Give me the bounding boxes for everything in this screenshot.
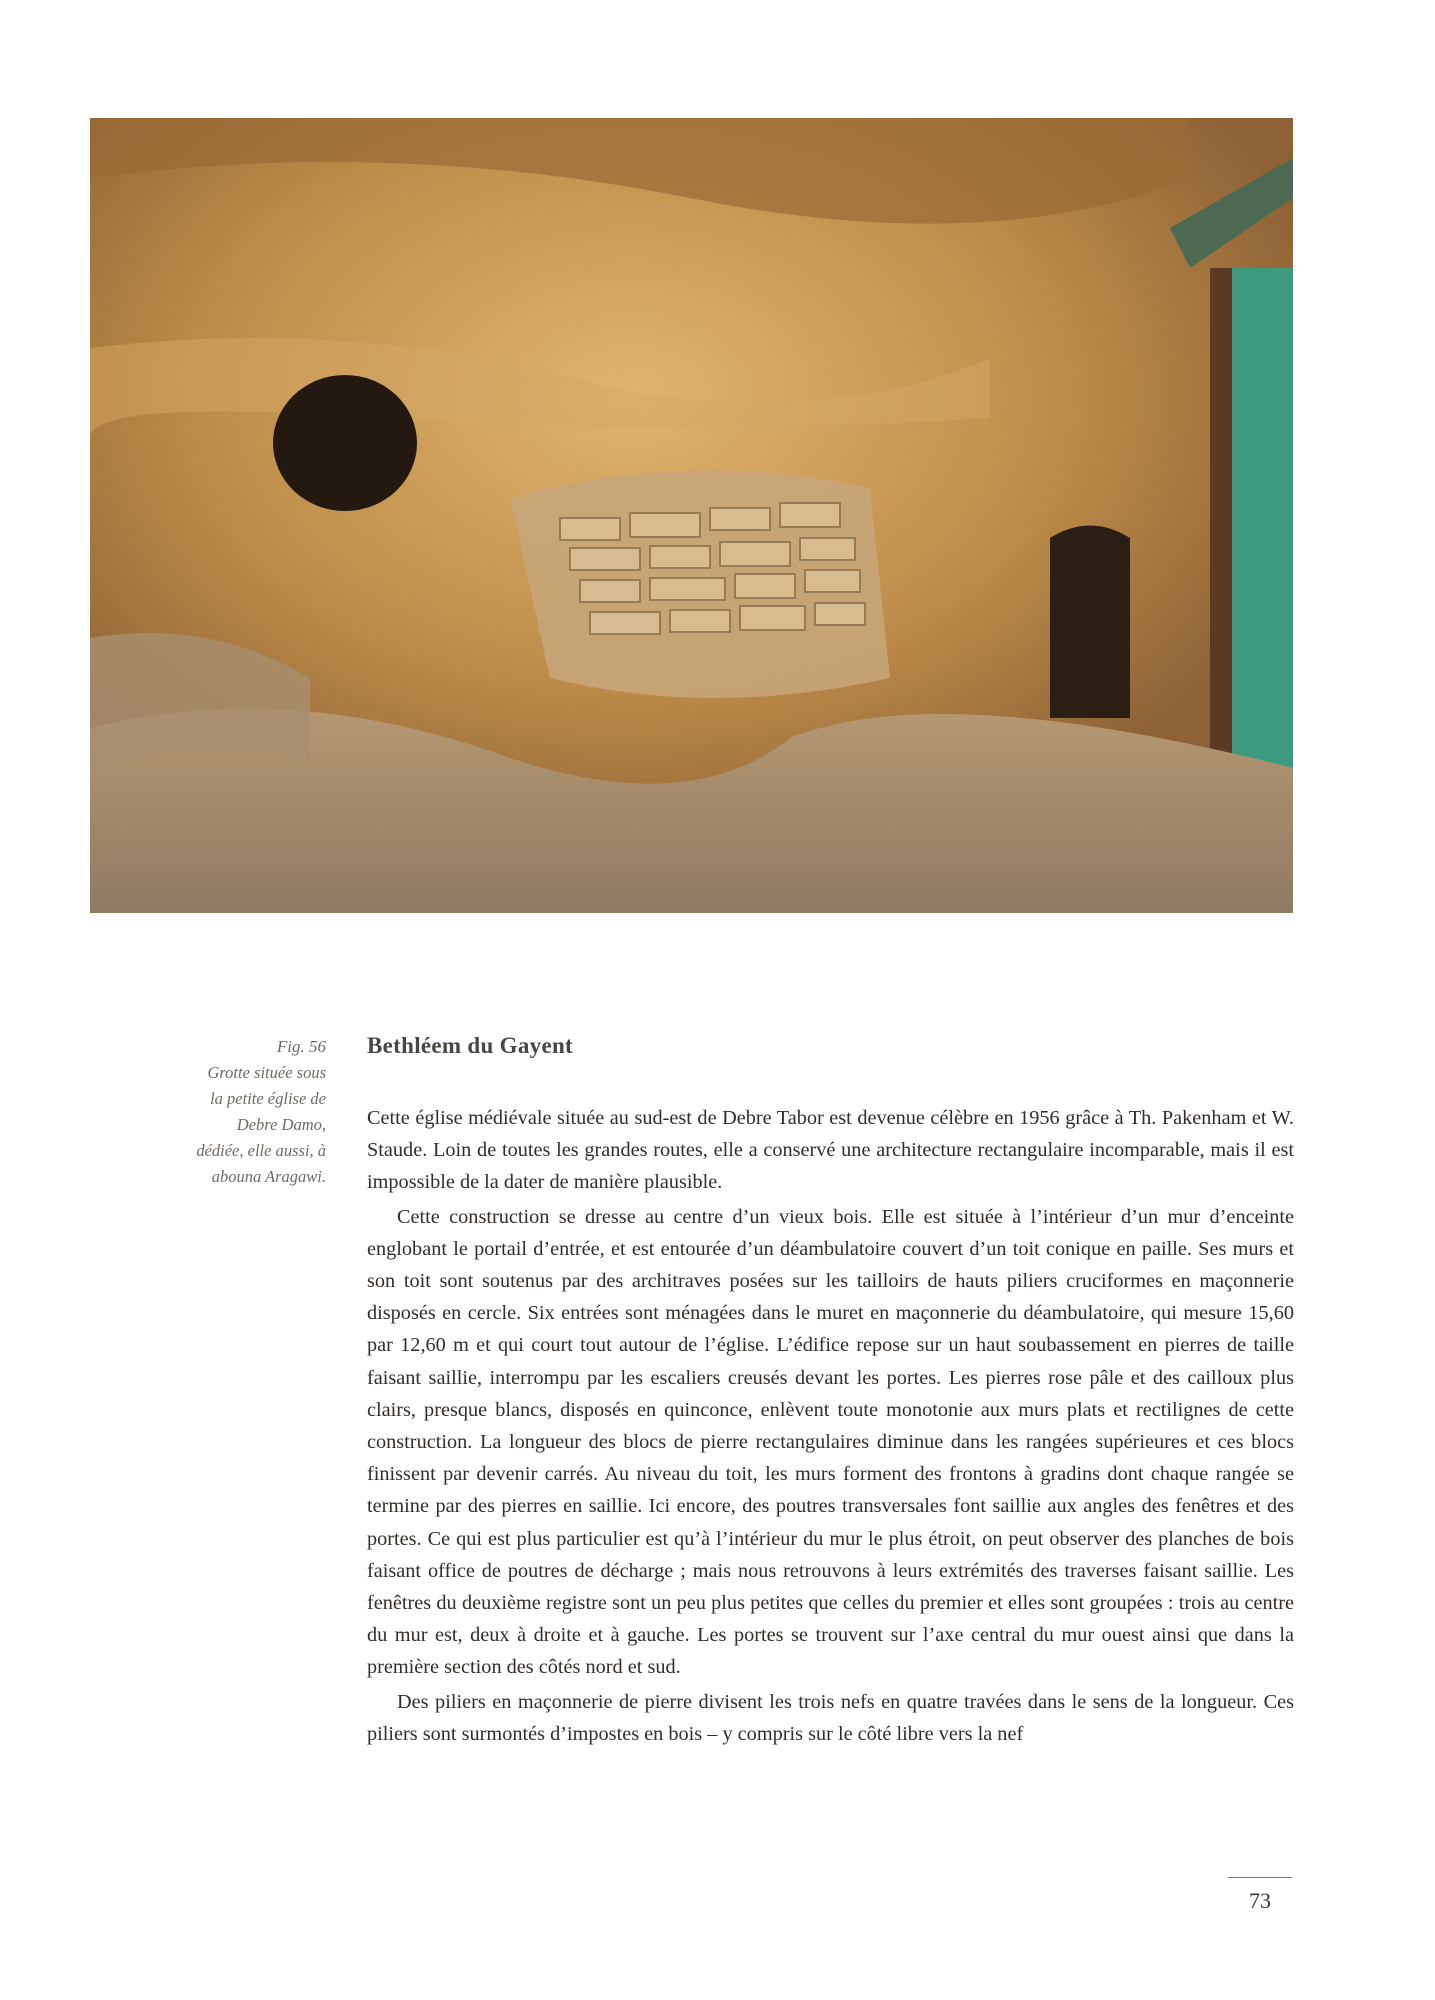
caption-line: abouna Aragawi. bbox=[211, 1167, 326, 1186]
paragraph: Cette construction se dresse au centre d’un vieux bois. Elle est située à l’intérieur d’un mur d’enceinte englobant le portail d’entrée, et est entourée d’un déambulatoire couvert d’un toit conique en paille. Ses murs et son toit sont soutenus par des architraves posées sur les tailloirs de hauts piliers cruciformes en maçonnerie disposés en cercle. Six entrées sont ménagées dans le muret en maçonnerie du déambulatoire, qui mesure 15,60 par 12,60 m et qui court tout autour de l’église. L’édifice repose sur un haut soubassement en pierres de taille faisant saillie, interrompu par les escaliers creusés devant les portes. Les pierres rose pâle et des cailloux plus clairs, presque blancs, disposés en quinconce, enlèvent toute monotonie aux murs plats et rectilignes de cette construction. La longueur des blocs de pierre rectangulaires diminue dans les rangées supérieures et ces blocs finissent par devenir carrés. Au niveau du toit, les murs forment des frontons à gradins dont chaque rangée se termine par des pierres en saillie. Ici encore, des poutres transversales font saillie aux angles des fenêtres et des portes. Ce qui est plus particulier est qu’à l’intérieur du mur le plus étroit, on peut observer des planches de bois faisant office de poutres de décharge ; mais nous retrouvons à leurs extrémités des traverses faisant saillie. Les fenêtres du deuxième registre sont un peu plus petites que celles du premier et elles sont groupées : trois au centre du mur est, deux à droite et à gauche. Les portes se trouvent sur l’axe central du mur ouest ainsi que dans la première section des côtés nord et sud. bbox=[367, 1205, 1294, 1679]
paragraph: Cette église médiévale située au sud-est de Debre Tabor est devenue célèbre en 1956 grâce à Th. Pakenham et W. Staude. Loin de toutes les grandes routes, elle a conservé une architecture rectangulaire incomparable, mais il est impossible de la dater de manière plausible. bbox=[367, 1107, 1294, 1194]
figure-caption bbox=[160, 1034, 326, 1190]
cave-photo-icon bbox=[90, 118, 1293, 913]
page-number: 73 bbox=[1249, 1888, 1271, 1913]
footer-rule bbox=[1228, 1877, 1292, 1878]
figure-number: Fig. 56 bbox=[276, 1037, 326, 1056]
cave-photo bbox=[90, 118, 1293, 913]
caption-line: Debre Damo, bbox=[236, 1115, 326, 1134]
article bbox=[367, 1030, 1294, 1750]
article-heading: Bethléem du Gayent bbox=[367, 1033, 573, 1058]
caption-line: Grotte située sous bbox=[207, 1063, 326, 1082]
caption-line: la petite église de bbox=[210, 1089, 326, 1108]
caption-line: dédiée, elle aussi, à bbox=[196, 1141, 326, 1160]
paragraph: Des piliers en maçonnerie de pierre divisent les trois nefs en quatre travées dans le sens de la longueur. Ces piliers sont surmontés d’impostes en bois – y compris sur le côté libre vers la nef bbox=[367, 1690, 1294, 1745]
